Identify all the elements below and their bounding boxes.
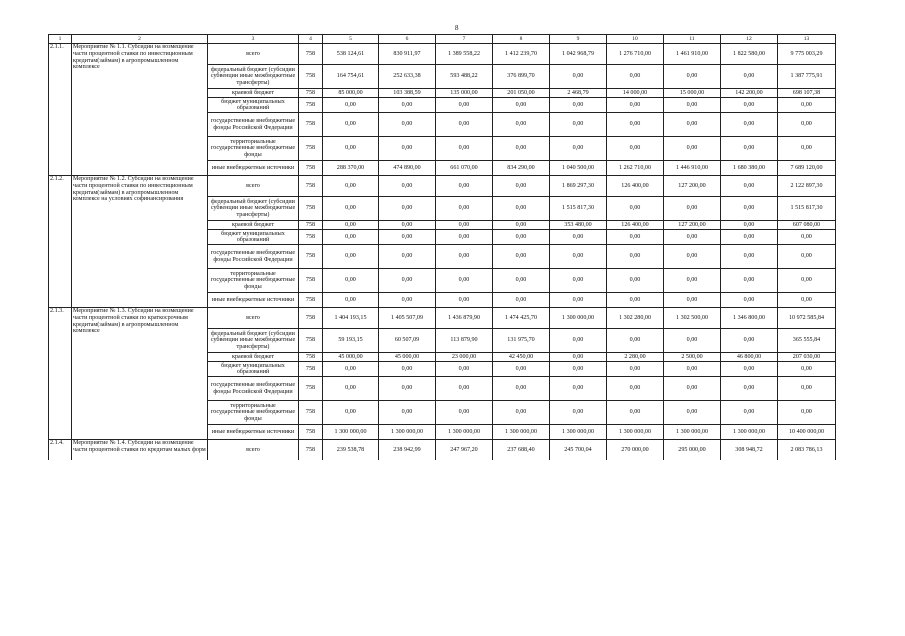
table-row — [49, 176, 836, 197]
value-cell: 1 869 297,30 — [550, 176, 607, 197]
value-cell: 0,00 — [664, 401, 721, 425]
value-cell: 0,00 — [664, 245, 721, 269]
value-cell: 1 042 968,79 — [550, 44, 607, 65]
value-cell: 830 911,97 — [379, 44, 436, 65]
budget-code: 758 — [299, 377, 323, 401]
value-cell: 0,00 — [664, 329, 721, 353]
funding-source: иные внебюджетные источники — [208, 425, 299, 440]
table-row — [49, 440, 836, 461]
value-cell: 1 300 000,00 — [607, 425, 664, 440]
value-cell: 0,00 — [607, 65, 664, 89]
funding-source: иные внебюджетные источники — [208, 161, 299, 176]
column-header: 8 — [493, 35, 550, 44]
budget-code: 758 — [299, 353, 323, 362]
funding-source: всего — [208, 44, 299, 65]
column-header: 4 — [299, 35, 323, 44]
budget-code: 758 — [299, 44, 323, 65]
funding-source: всего — [208, 308, 299, 329]
value-cell: 0,00 — [607, 362, 664, 377]
budget-code: 758 — [299, 221, 323, 230]
value-cell: 0,00 — [550, 401, 607, 425]
value-cell: 0,00 — [607, 293, 664, 308]
value-cell: 288 370,00 — [323, 161, 379, 176]
table-row — [49, 44, 836, 65]
value-cell: 1 822 580,00 — [721, 44, 778, 65]
value-cell: 2 468,79 — [550, 89, 607, 98]
value-cell: 126 400,00 — [607, 221, 664, 230]
value-cell: 60 507,09 — [379, 329, 436, 353]
value-cell: 142 200,00 — [721, 89, 778, 98]
value-cell: 0,00 — [379, 293, 436, 308]
page-number: 8 — [455, 24, 459, 32]
column-header: 11 — [664, 35, 721, 44]
value-cell: 0,00 — [379, 269, 436, 293]
budget-code: 758 — [299, 269, 323, 293]
value-cell: 0,00 — [379, 176, 436, 197]
value-cell: 0,00 — [436, 137, 493, 161]
value-cell: 127 200,00 — [664, 176, 721, 197]
value-cell: 1 300 000,00 — [323, 425, 379, 440]
total-cell: 0,00 — [778, 113, 836, 137]
value-cell: 0,00 — [550, 230, 607, 245]
value-cell: 0,00 — [493, 221, 550, 230]
section-title: Мероприятие № 1.4. Субсидии на возмещение части процентной ставки по кредитам малых форм — [72, 440, 208, 461]
total-cell: 7 689 120,00 — [778, 161, 836, 176]
value-cell: 1 300 000,00 — [721, 425, 778, 440]
value-cell: 0,00 — [721, 245, 778, 269]
total-cell: 698 107,38 — [778, 89, 836, 98]
value-cell: 0,00 — [607, 137, 664, 161]
value-cell: 0,00 — [493, 245, 550, 269]
section-title: Мероприятие № 1.3. Субсидии на возмещение части процентной ставки по краткосрочным кредитам(займам) в агропромышленном комплексе — [72, 308, 208, 440]
value-cell: 0,00 — [721, 293, 778, 308]
value-cell: 1 389 558,22 — [436, 44, 493, 65]
value-cell: 0,00 — [721, 176, 778, 197]
funding-source: краевой бюджет — [208, 353, 299, 362]
budget-code: 758 — [299, 362, 323, 377]
value-cell: 0,00 — [323, 221, 379, 230]
value-cell: 0,00 — [664, 113, 721, 137]
header-row — [49, 35, 836, 44]
value-cell: 1 262 710,00 — [607, 161, 664, 176]
value-cell: 0,00 — [436, 377, 493, 401]
funding-source: всего — [208, 176, 299, 197]
budget-code: 758 — [299, 245, 323, 269]
value-cell: 0,00 — [436, 401, 493, 425]
value-cell: 0,00 — [721, 401, 778, 425]
value-cell: 0,00 — [493, 362, 550, 377]
value-cell: 0,00 — [323, 230, 379, 245]
value-cell: 0,00 — [379, 113, 436, 137]
value-cell: 131 975,70 — [493, 329, 550, 353]
value-cell: 1 300 000,00 — [664, 425, 721, 440]
total-cell: 10 972 585,84 — [778, 308, 836, 329]
value-cell: 164 754,61 — [323, 65, 379, 89]
value-cell: 474 890,00 — [379, 161, 436, 176]
value-cell: 0,00 — [436, 269, 493, 293]
value-cell: 0,00 — [721, 65, 778, 89]
section-number: 2.1.1. — [49, 44, 72, 176]
value-cell: 1 040 500,00 — [550, 161, 607, 176]
value-cell: 0,00 — [379, 362, 436, 377]
value-cell: 0,00 — [721, 329, 778, 353]
value-cell: 0,00 — [379, 230, 436, 245]
value-cell: 0,00 — [664, 65, 721, 89]
budget-code: 758 — [299, 65, 323, 89]
section-title: Мероприятие № 1.1. Субсидии на возмещение части процентной ставки по инвестиционным кредитам(займам) в агропромышленном комплексе — [72, 44, 208, 176]
value-cell: 2 500,00 — [664, 353, 721, 362]
value-cell: 0,00 — [379, 245, 436, 269]
budget-code: 758 — [299, 98, 323, 113]
value-cell: 0,00 — [436, 113, 493, 137]
budget-code: 758 — [299, 113, 323, 137]
funding-source: всего — [208, 440, 299, 461]
value-cell: 239 538,78 — [323, 440, 379, 461]
value-cell: 0,00 — [436, 245, 493, 269]
column-header: 7 — [436, 35, 493, 44]
value-cell: 0,00 — [323, 245, 379, 269]
section-number: 2.1.3. — [49, 308, 72, 440]
value-cell: 834 290,00 — [493, 161, 550, 176]
value-cell: 0,00 — [607, 98, 664, 113]
value-cell: 1 404 193,15 — [323, 308, 379, 329]
value-cell: 1 515 817,30 — [550, 197, 607, 221]
funding-source: федеральный бюджет (субсидии субвенции иные межбюджетные трансферты) — [208, 197, 299, 221]
value-cell: 661 070,00 — [436, 161, 493, 176]
value-cell: 0,00 — [493, 401, 550, 425]
budget-code: 758 — [299, 137, 323, 161]
value-cell: 0,00 — [550, 113, 607, 137]
value-cell: 1 474 425,70 — [493, 308, 550, 329]
column-header: 3 — [208, 35, 299, 44]
value-cell: 126 400,00 — [607, 176, 664, 197]
total-cell: 607 080,00 — [778, 221, 836, 230]
column-header: 12 — [721, 35, 778, 44]
funding-source: бюджет муниципальных образований — [208, 362, 299, 377]
total-cell: 10 400 000,00 — [778, 425, 836, 440]
value-cell: 0,00 — [379, 221, 436, 230]
value-cell: 1 300 000,00 — [436, 425, 493, 440]
budget-code: 758 — [299, 197, 323, 221]
value-cell: 0,00 — [607, 329, 664, 353]
funding-source: федеральный бюджет (субсидии субвенции иные межбюджетные трансферты) — [208, 329, 299, 353]
value-cell: 0,00 — [721, 137, 778, 161]
column-header: 1 — [49, 35, 72, 44]
value-cell: 0,00 — [550, 377, 607, 401]
value-cell: 1 436 879,90 — [436, 308, 493, 329]
value-cell: 0,00 — [323, 377, 379, 401]
total-cell: 1 387 775,91 — [778, 65, 836, 89]
budget-code: 758 — [299, 230, 323, 245]
value-cell: 2 280,00 — [607, 353, 664, 362]
total-cell: 0,00 — [778, 230, 836, 245]
value-cell: 1 346 800,00 — [721, 308, 778, 329]
value-cell: 0,00 — [323, 269, 379, 293]
value-cell: 0,00 — [323, 362, 379, 377]
budget-code: 758 — [299, 401, 323, 425]
value-cell: 46 800,00 — [721, 353, 778, 362]
value-cell: 0,00 — [323, 197, 379, 221]
budget-code: 758 — [299, 176, 323, 197]
value-cell: 0,00 — [664, 230, 721, 245]
column-header: 2 — [72, 35, 208, 44]
value-cell: 0,00 — [550, 362, 607, 377]
value-cell: 0,00 — [323, 176, 379, 197]
value-cell: 0,00 — [323, 401, 379, 425]
value-cell: 1 405 507,09 — [379, 308, 436, 329]
value-cell: 0,00 — [721, 197, 778, 221]
value-cell: 0,00 — [493, 98, 550, 113]
value-cell: 0,00 — [721, 269, 778, 293]
value-cell: 0,00 — [493, 269, 550, 293]
section-number: 2.1.2. — [49, 176, 72, 308]
column-header: 13 — [778, 35, 836, 44]
value-cell: 0,00 — [721, 362, 778, 377]
value-cell: 0,00 — [721, 113, 778, 137]
table-row — [49, 308, 836, 329]
value-cell: 0,00 — [607, 230, 664, 245]
value-cell: 1 300 000,00 — [379, 425, 436, 440]
value-cell: 0,00 — [607, 245, 664, 269]
total-cell: 207 030,00 — [778, 353, 836, 362]
budget-code: 758 — [299, 89, 323, 98]
value-cell: 0,00 — [323, 137, 379, 161]
funding-source: территориальные государственные внебюджетные фонды — [208, 137, 299, 161]
budget-code: 758 — [299, 293, 323, 308]
value-cell: 0,00 — [664, 197, 721, 221]
value-cell: 0,00 — [607, 401, 664, 425]
value-cell: 0,00 — [493, 137, 550, 161]
funding-source: бюджет муниципальных образований — [208, 98, 299, 113]
value-cell: 0,00 — [493, 113, 550, 137]
budget-code: 758 — [299, 440, 323, 461]
total-cell: 0,00 — [778, 362, 836, 377]
funding-source: федеральный бюджет (субсидии субвенции иные межбюджетные трансферты) — [208, 65, 299, 89]
funding-source: территориальные государственные внебюджетные фонды — [208, 269, 299, 293]
value-cell: 0,00 — [550, 269, 607, 293]
value-cell: 0,00 — [379, 377, 436, 401]
value-cell: 376 899,70 — [493, 65, 550, 89]
value-cell: 0,00 — [436, 221, 493, 230]
value-cell: 295 000,00 — [664, 440, 721, 461]
budget-table — [48, 34, 836, 460]
value-cell: 0,00 — [721, 98, 778, 113]
value-cell: 0,00 — [493, 293, 550, 308]
value-cell: 23 000,00 — [436, 353, 493, 362]
value-cell: 85 000,00 — [323, 89, 379, 98]
value-cell: 127 200,00 — [664, 221, 721, 230]
value-cell: 1 300 000,00 — [493, 425, 550, 440]
value-cell: 1 300 000,00 — [550, 425, 607, 440]
funding-source: бюджет муниципальных образований — [208, 230, 299, 245]
funding-source: государственные внебюджетные фонды Российской Федерации — [208, 245, 299, 269]
total-cell: 0,00 — [778, 245, 836, 269]
value-cell: 245 700,04 — [550, 440, 607, 461]
value-cell: 0,00 — [493, 230, 550, 245]
value-cell: 0,00 — [493, 176, 550, 197]
value-cell: 270 000,00 — [607, 440, 664, 461]
column-header: 6 — [379, 35, 436, 44]
value-cell: 0,00 — [436, 197, 493, 221]
value-cell: 59 193,15 — [323, 329, 379, 353]
funding-source: иные внебюджетные источники — [208, 293, 299, 308]
value-cell: 45 000,00 — [323, 353, 379, 362]
value-cell: 0,00 — [664, 137, 721, 161]
value-cell: 0,00 — [493, 377, 550, 401]
value-cell: 0,00 — [664, 377, 721, 401]
value-cell: 0,00 — [550, 293, 607, 308]
total-cell: 0,00 — [778, 269, 836, 293]
total-cell: 2 122 897,30 — [778, 176, 836, 197]
value-cell: 0,00 — [379, 98, 436, 113]
value-cell: 15 000,00 — [664, 89, 721, 98]
column-header: 10 — [607, 35, 664, 44]
value-cell: 0,00 — [664, 269, 721, 293]
value-cell: 1 276 710,00 — [607, 44, 664, 65]
value-cell: 0,00 — [550, 353, 607, 362]
value-cell: 0,00 — [607, 377, 664, 401]
value-cell: 0,00 — [607, 197, 664, 221]
value-cell: 353 480,00 — [550, 221, 607, 230]
total-cell: 2 083 786,13 — [778, 440, 836, 461]
value-cell: 0,00 — [721, 377, 778, 401]
budget-code: 758 — [299, 329, 323, 353]
value-cell: 0,00 — [436, 293, 493, 308]
value-cell: 0,00 — [550, 137, 607, 161]
value-cell: 0,00 — [323, 113, 379, 137]
value-cell: 1 302 280,00 — [607, 308, 664, 329]
value-cell: 0,00 — [607, 269, 664, 293]
value-cell: 0,00 — [550, 98, 607, 113]
value-cell: 0,00 — [550, 245, 607, 269]
value-cell: 247 967,20 — [436, 440, 493, 461]
value-cell: 0,00 — [323, 293, 379, 308]
section-number: 2.1.4. — [49, 440, 72, 461]
value-cell: 0,00 — [550, 329, 607, 353]
value-cell: 538 124,61 — [323, 44, 379, 65]
total-cell: 0,00 — [778, 98, 836, 113]
value-cell: 0,00 — [379, 137, 436, 161]
budget-code: 758 — [299, 425, 323, 440]
value-cell: 201 050,00 — [493, 89, 550, 98]
total-cell: 0,00 — [778, 137, 836, 161]
value-cell: 1 300 000,00 — [550, 308, 607, 329]
section-title: Мероприятие № 1.2. Субсидии на возмещение части процентной ставки по инвестиционным кредитам(займам) в агропромышленном комплексе на условиях софинансирования — [72, 176, 208, 308]
value-cell: 593 488,22 — [436, 65, 493, 89]
value-cell: 0,00 — [436, 176, 493, 197]
value-cell: 238 942,99 — [379, 440, 436, 461]
funding-source: государственные внебюджетные фонды Российской Федерации — [208, 377, 299, 401]
value-cell: 45 000,00 — [379, 353, 436, 362]
value-cell: 308 948,72 — [721, 440, 778, 461]
funding-source: краевой бюджет — [208, 221, 299, 230]
value-cell: 0,00 — [664, 293, 721, 308]
value-cell: 1 680 380,00 — [721, 161, 778, 176]
funding-source: краевой бюджет — [208, 89, 299, 98]
total-cell: 365 555,84 — [778, 329, 836, 353]
value-cell: 0,00 — [323, 98, 379, 113]
value-cell: 42 450,00 — [493, 353, 550, 362]
value-cell: 0,00 — [607, 113, 664, 137]
value-cell: 0,00 — [379, 401, 436, 425]
total-cell: 1 515 817,30 — [778, 197, 836, 221]
value-cell: 1 461 910,00 — [664, 44, 721, 65]
value-cell: 0,00 — [436, 98, 493, 113]
budget-code: 758 — [299, 161, 323, 176]
value-cell: 1 412 239,70 — [493, 44, 550, 65]
total-cell: 9 775 003,29 — [778, 44, 836, 65]
value-cell: 237 688,40 — [493, 440, 550, 461]
value-cell: 1 302 500,00 — [664, 308, 721, 329]
value-cell: 0,00 — [436, 362, 493, 377]
value-cell: 0,00 — [379, 197, 436, 221]
column-header: 9 — [550, 35, 607, 44]
value-cell: 0,00 — [721, 230, 778, 245]
value-cell: 0,00 — [493, 197, 550, 221]
column-header: 5 — [323, 35, 379, 44]
value-cell: 113 879,90 — [436, 329, 493, 353]
value-cell: 0,00 — [550, 65, 607, 89]
value-cell: 0,00 — [721, 221, 778, 230]
value-cell: 0,00 — [664, 362, 721, 377]
value-cell: 1 446 910,00 — [664, 161, 721, 176]
value-cell: 14 000,00 — [607, 89, 664, 98]
total-cell: 0,00 — [778, 377, 836, 401]
value-cell: 103 388,59 — [379, 89, 436, 98]
total-cell: 0,00 — [778, 293, 836, 308]
funding-source: территориальные государственные внебюджетные фонды — [208, 401, 299, 425]
value-cell: 135 000,00 — [436, 89, 493, 98]
funding-source: государственные внебюджетные фонды Российской Федерации — [208, 113, 299, 137]
budget-code: 758 — [299, 308, 323, 329]
value-cell: 0,00 — [436, 230, 493, 245]
total-cell: 0,00 — [778, 401, 836, 425]
value-cell: 252 633,38 — [379, 65, 436, 89]
value-cell: 0,00 — [664, 98, 721, 113]
